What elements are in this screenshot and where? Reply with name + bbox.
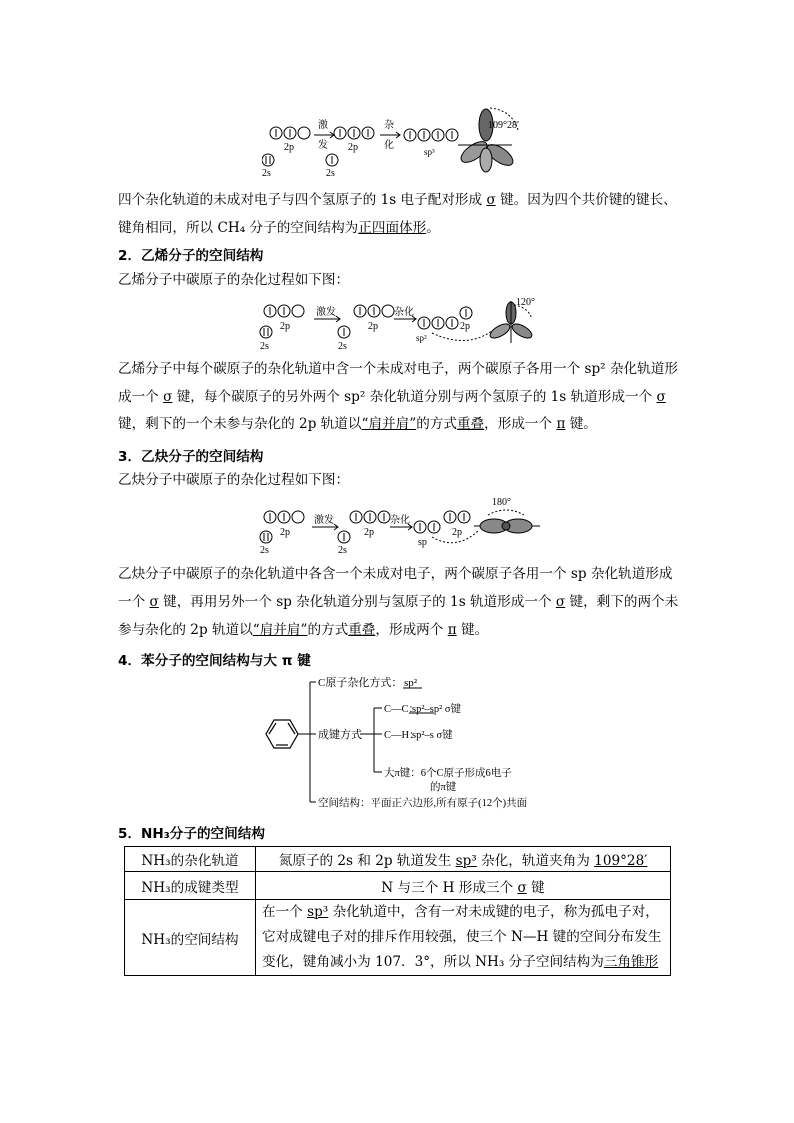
orbital-label-2p: 2p bbox=[348, 142, 358, 153]
orbital-label-2p: 2p bbox=[280, 321, 290, 332]
arrow-label: 化 bbox=[384, 140, 394, 151]
table-row bbox=[125, 872, 671, 900]
orbital-label-2p: 2p bbox=[284, 142, 294, 153]
benzene-ring bbox=[266, 720, 298, 748]
arrow-label: 发 bbox=[318, 140, 328, 151]
row-label: NH₃的杂化轨道 bbox=[125, 847, 256, 872]
ethyne-intro: 乙炔分子中碳原子的杂化过程如下图： bbox=[118, 472, 350, 488]
ethene-description: 乙烯分子中每个碳原子的杂化轨道中含一个未成对电子，两个碳原子各用一个 sp² 杂化轨道形成一个 σ 键，每个碳原子的另外两个 sp² 杂化轨道分别与两个氢原子的 1s 轨道形成一个 σ 键，剩下的一个未参与杂化的 2p 轨道以“肩并肩”的方式重叠，形成一个 π 键。 bbox=[118, 361, 678, 432]
big-pi-bond: 大π键：6个C原子形成6电子 bbox=[384, 768, 512, 779]
benzene-structure-diagram bbox=[252, 672, 562, 817]
table-row bbox=[125, 900, 671, 976]
orbital-label-2p: 2p bbox=[280, 527, 290, 538]
arrow-label: 杂化 bbox=[394, 307, 414, 318]
section-heading-ethyne: 3．乙炔分子的空间结构 bbox=[118, 449, 264, 465]
row-value: 在一个 sp³ 杂化轨道中，含有一对未成键的电子，称为孤电子对，它对成键电子对的排斥作用较强，使三个 N—H 键的空间分布发生变化，键角减小为 107．3°，所以 NH₃ 分子空间结构为三角锥形 bbox=[256, 900, 671, 976]
methane-description: 四个杂化轨道的未成对电子与四个氢原子的 1s 电子配对形成 σ 键。因为四个共价键的键长、键角相同，所以 CH₄ 分子的空间结构为正四面体形。 bbox=[118, 192, 677, 236]
cc-bond-value: sp²–sp² σ键 bbox=[412, 704, 462, 715]
ethyne-hybridization-diagram bbox=[256, 495, 546, 555]
ethyne-description: 乙炔分子中碳原子的杂化轨道中各含一个未成对电子，两个碳原子各用一个 sp 杂化轨道形成一个 σ 键，再用另外一个 sp 杂化轨道分别与氢原子的 1s 轨道形成一个 σ 键，剩下的两个未参与杂化的 2p 轨道以“肩并肩”的方式重叠，形成两个 π 键。 bbox=[118, 566, 679, 638]
section-heading-benzene: 4．苯分子的空间结构与大 π 键 bbox=[118, 653, 311, 669]
row-label: NH₃的空间结构 bbox=[125, 900, 256, 976]
ch-bond-value: sp²–s σ键 bbox=[412, 730, 453, 741]
arrow-label: 杂化 bbox=[390, 515, 410, 526]
orbital-label-2s: 2s bbox=[260, 341, 269, 352]
nh3-table bbox=[124, 846, 671, 976]
arrow-label: 激发 bbox=[314, 515, 334, 526]
bond-angle-label: 120° bbox=[516, 297, 535, 308]
orbital-label-2s: 2s bbox=[326, 168, 335, 179]
ch-bond-label: C—H： bbox=[384, 730, 420, 741]
table-row bbox=[125, 847, 671, 872]
hybrid-label: sp³ bbox=[424, 147, 435, 157]
methane-hybridization-diagram bbox=[262, 100, 532, 180]
orbital-label-2s: 2s bbox=[260, 545, 269, 555]
orbital-label-2s: 2s bbox=[338, 341, 347, 352]
bond-angle-label: 180° bbox=[492, 497, 511, 508]
hybrid-value: sp² bbox=[404, 677, 418, 689]
orbital-label-2p: 2p bbox=[452, 527, 462, 538]
bond-angle-label: 109°28′ bbox=[488, 120, 520, 131]
orbital-label-2s: 2s bbox=[262, 168, 271, 179]
big-pi-bond-cont: 的π键 bbox=[430, 782, 457, 793]
section-heading-ammonia: 5．NH₃分子的空间结构 bbox=[118, 826, 265, 842]
bond-mode-label: 成键方式 bbox=[318, 729, 362, 741]
hybrid-label: C原子杂化方式： bbox=[318, 677, 403, 689]
ethene-intro: 乙烯分子中碳原子的杂化过程如下图： bbox=[118, 272, 350, 288]
orbital-label-2s: 2s bbox=[338, 545, 347, 555]
orbital-label-2p: 2p bbox=[368, 321, 378, 332]
orbital-label-2p: 2p bbox=[460, 321, 470, 332]
orbital-label-2p: 2p bbox=[364, 527, 374, 538]
cc-bond-label: C—C： bbox=[384, 704, 420, 715]
arrow-label: 激 bbox=[318, 120, 328, 131]
hybrid-label: sp bbox=[418, 537, 427, 548]
arrow-label: 激发 bbox=[316, 307, 336, 318]
hybrid-label: sp² bbox=[416, 333, 427, 343]
row-value: 氮原子的 2s 和 2p 轨道发生 sp³ 杂化，轨道夹角为 109°28′ bbox=[256, 847, 671, 872]
row-value: N 与三个 H 形成三个 σ 键 bbox=[256, 872, 671, 900]
ethene-hybridization-diagram bbox=[256, 295, 546, 353]
section-heading-ethene: 2．乙烯分子的空间结构 bbox=[118, 248, 264, 264]
arrow-label: 杂 bbox=[384, 120, 394, 131]
row-label: NH₃的成键类型 bbox=[125, 872, 256, 900]
benzene-shape: 空间结构：平面正六边形,所有原子(12个)共面 bbox=[318, 798, 528, 809]
